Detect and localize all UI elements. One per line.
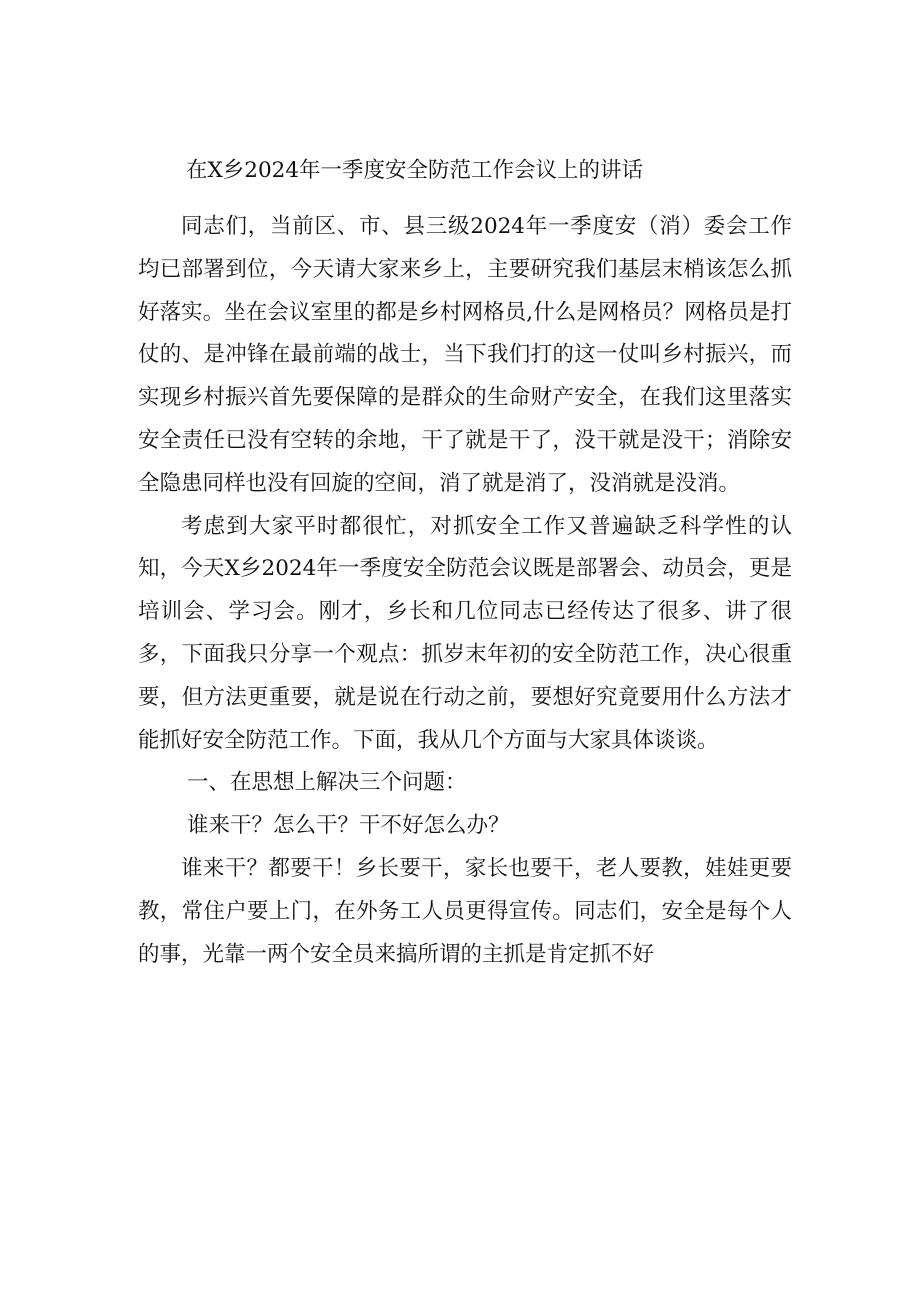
paragraph-intro: 同志们，当前区、市、县三级2024年一季度安（消）委会工作均已部署到位，今天请大家来乡上，主要研究我们基层末梢该怎么抓好落实。坐在会议室里的都是乡村网格员,什么是网格员？网格员是打仗的、是冲锋在最前端的战士，当下我们打的这一仗叫乡村振兴，而实现乡村振兴首先要保障的是群众的生命财产安全，在我们这里落实安全责任已没有空转的余地，干了就是干了，没干就是没干；消除安全隐患同样也没有回旋的空间，消了就是消了，没消就是没消。 bbox=[138, 214, 792, 496]
document-body bbox=[138, 206, 792, 976]
questions-line: 谁来干？怎么干？干不好怎么办？ bbox=[187, 813, 510, 839]
paragraph-considerations: 考虑到大家平时都很忙，对抓安全工作又普遍缺乏科学性的认知，今天X乡2024年一季度安全防范会议既是部署会、动员会，更是培训会、学习会。刚才，乡长和几位同志已经传达了很多、讲了很多，下面我只分享一个观点：抓岁末年初的安全防范工作，决心很重要，但方法更重要，就是说在行动之前，要想好究竟要用什么方法才能抓好安全防范工作。下面，我从几个方面与大家具体谈谈。 bbox=[138, 513, 792, 753]
paragraph-who-does: 谁来干？都要干！乡长要干，家长也要干，老人要教，娃娃更要教，常住户要上门，在外务工人员更得宣传。同志们，安全是每个人的事，光靠一两个安全员来搞所谓的主抓是肯定抓不好 bbox=[138, 855, 792, 967]
document-title: 在X乡2024年一季度安全防范工作会议上的讲话 bbox=[186, 158, 644, 183]
section-heading: 一、在思想上解决三个问题： bbox=[187, 770, 467, 796]
